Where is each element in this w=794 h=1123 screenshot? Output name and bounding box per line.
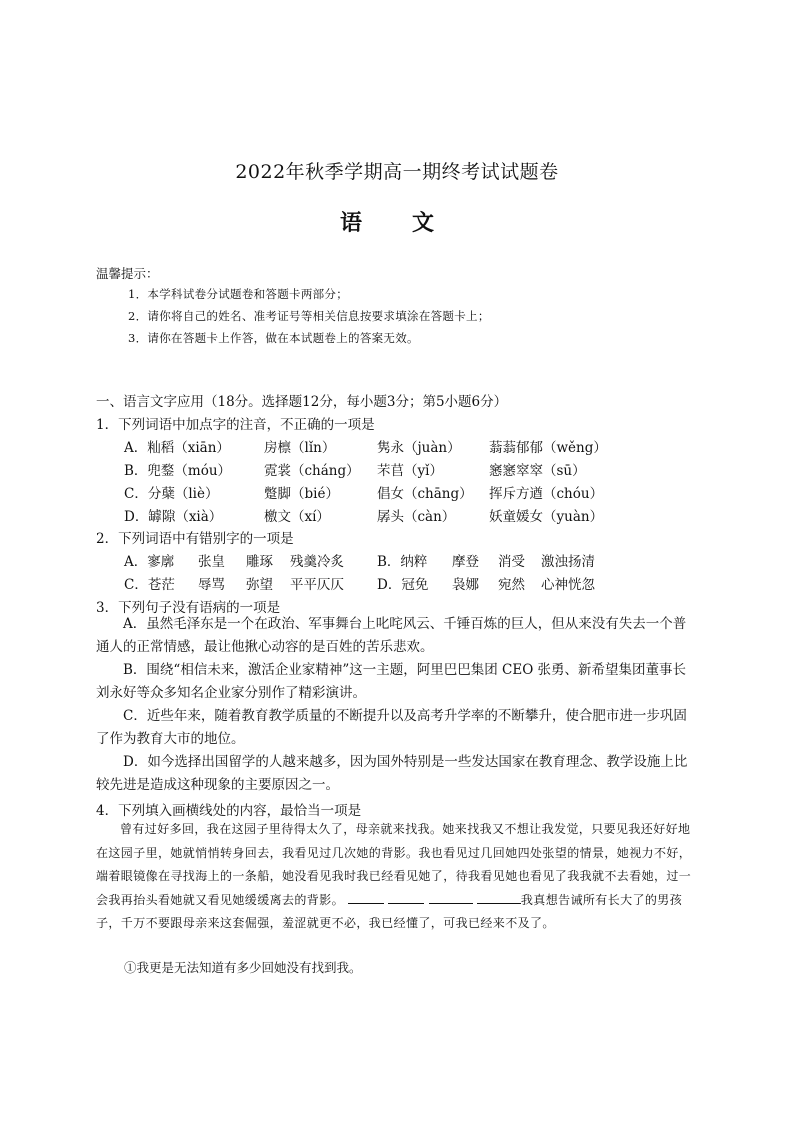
- tips-heading: 温馨提示：: [96, 266, 159, 281]
- q3-option-c: C．近些年来，随着教育教学质量的不断提升以及高考升学率的不断攀升，使合肥市进一步巩固了作为教育大市的地位。: [96, 708, 687, 747]
- q2-word: 袅娜: [452, 577, 479, 593]
- q2-word: C．苍茫: [124, 577, 175, 593]
- q1-option-b-3: 芣苢（yǐ）: [377, 463, 443, 479]
- q2-word: 张皇: [198, 554, 225, 570]
- q4-passage: [96, 818, 696, 936]
- q1-option-a-1: A．籼稻（xiān）: [124, 440, 230, 456]
- q1-option-c-2: 蹩脚（bié）: [264, 486, 339, 502]
- exam-title: 2022年秋季学期高一期终考试试题卷: [235, 161, 559, 183]
- q1-option-d-4: 妖童媛女（yuàn）: [489, 509, 604, 525]
- q2-word: 消受: [498, 554, 525, 570]
- tip-item: 3．请你在答题卡上作答，做在本试题卷上的答案无效。: [128, 331, 419, 345]
- subject-title: 语文: [339, 210, 484, 236]
- q2-word: B．纳粹: [377, 554, 428, 570]
- q2-word: 雕琢: [246, 554, 273, 570]
- q2-word: D．冠免: [377, 577, 429, 593]
- q3-option-a: A．虽然毛泽东是一个在政治、军事舞台上叱咤风云、千锤百炼的巨人，但从来没有失去一个普通人的正常情感，最让他揪心动容的是百姓的苦乐悲欢。: [96, 616, 687, 655]
- q1-option-c-4: 挥斥方遒（chóu）: [489, 486, 604, 502]
- question-1-stem: 1．下列词语中加点字的注音，不正确的一项是: [96, 417, 375, 433]
- q2-word: 弥望: [246, 577, 273, 593]
- question-4-stem: 4．下列填入画横线处的内容，最恰当一项是: [96, 803, 362, 819]
- q1-option-b-4: 窸窸窣窣（sū）: [489, 463, 586, 479]
- q1-option-a-4: 蓊蓊郁郁（wěng）: [489, 440, 607, 456]
- q2-word: 残羹冷炙: [290, 554, 344, 570]
- q2-word: 平平仄仄: [290, 577, 344, 593]
- q2-word: A．寥廓: [124, 554, 175, 570]
- q1-option-c-3: 倡女（chāng）: [377, 486, 473, 502]
- q2-word: 宛然: [498, 577, 525, 593]
- q1-option-a-3: 隽永（juàn）: [377, 440, 461, 456]
- answer-blank[interactable]: [477, 891, 521, 904]
- tip-item: 1．本学科试卷分试题卷和答题卡两部分；: [128, 287, 349, 301]
- q1-option-a-2: 房檩（lǐn）: [264, 440, 336, 456]
- q4-passage-text-b: 我真想告诫所有长大了的男孩子，千万不要跟母亲来这套倔强，羞涩就更不必，我已经懂了，可我已经来不及了。: [96, 892, 683, 930]
- q3-option-b: B．围绕“相信未来，激活企业家精神”这一主题，阿里巴巴集团 CEO 张勇、新希望集团董事长刘永好等众多知名企业家分别作了精彩演讲。: [96, 662, 687, 701]
- q2-word: 摩登: [452, 554, 479, 570]
- question-2-stem: 2．下列词语中有错别字的一项是: [96, 531, 294, 547]
- q2-word: 激浊扬清: [541, 554, 595, 570]
- q1-option-d-2: 檄文（xí）: [264, 509, 330, 525]
- section-heading: 一、语言文字应用（18分。选择题12分，每小题3分；第5小题6分）: [96, 394, 508, 410]
- question-3-stem: 3．下列句子没有语病的一项是: [96, 600, 281, 616]
- q1-option-d-1: D．罅隙（xià）: [124, 509, 223, 525]
- q1-option-b-1: B．兜鍪（móu）: [124, 463, 232, 479]
- q3-option-d: D．如今选择出国留学的人越来越多，因为国外特别是一些发达国家在教育理念、教学设施上比较先进是造成这种现象的主要原因之一。: [96, 754, 688, 793]
- q4-passage-text-a: 曾有过好多回，我在这园子里待得太久了，母亲就来找我。她来找我又不想让我发觉，只要见我还好好地在这园子里，她就悄悄转身回去，我看见过几次她的背影。我也看见过几回她四处张望的情景，她视力不好，端着眼镜像在寻找海上的一条船，她没看见我时我已经看见她了，待我看见她也看见了我我就不去看她，过一会我再抬头看她就又看见她缓缓离去的背影。: [96, 822, 692, 907]
- q1-option-c-1: C．分蘖（liè）: [124, 486, 219, 502]
- q2-word: 心神恍忽: [541, 577, 595, 593]
- answer-blank[interactable]: [429, 891, 473, 904]
- answer-blank[interactable]: [348, 891, 384, 904]
- q1-option-d-3: 孱头（càn）: [377, 509, 456, 525]
- q1-option-b-2: 霓裳（cháng）: [264, 463, 360, 479]
- q2-word: 辱骂: [198, 577, 225, 593]
- q4-choice-1: ①我更是无法知道有多少回她没有找到我。: [124, 960, 362, 975]
- tip-item: 2．请你将自己的姓名、准考证号等相关信息按要求填涂在答题卡上；: [128, 309, 490, 323]
- answer-blank[interactable]: [388, 891, 424, 904]
